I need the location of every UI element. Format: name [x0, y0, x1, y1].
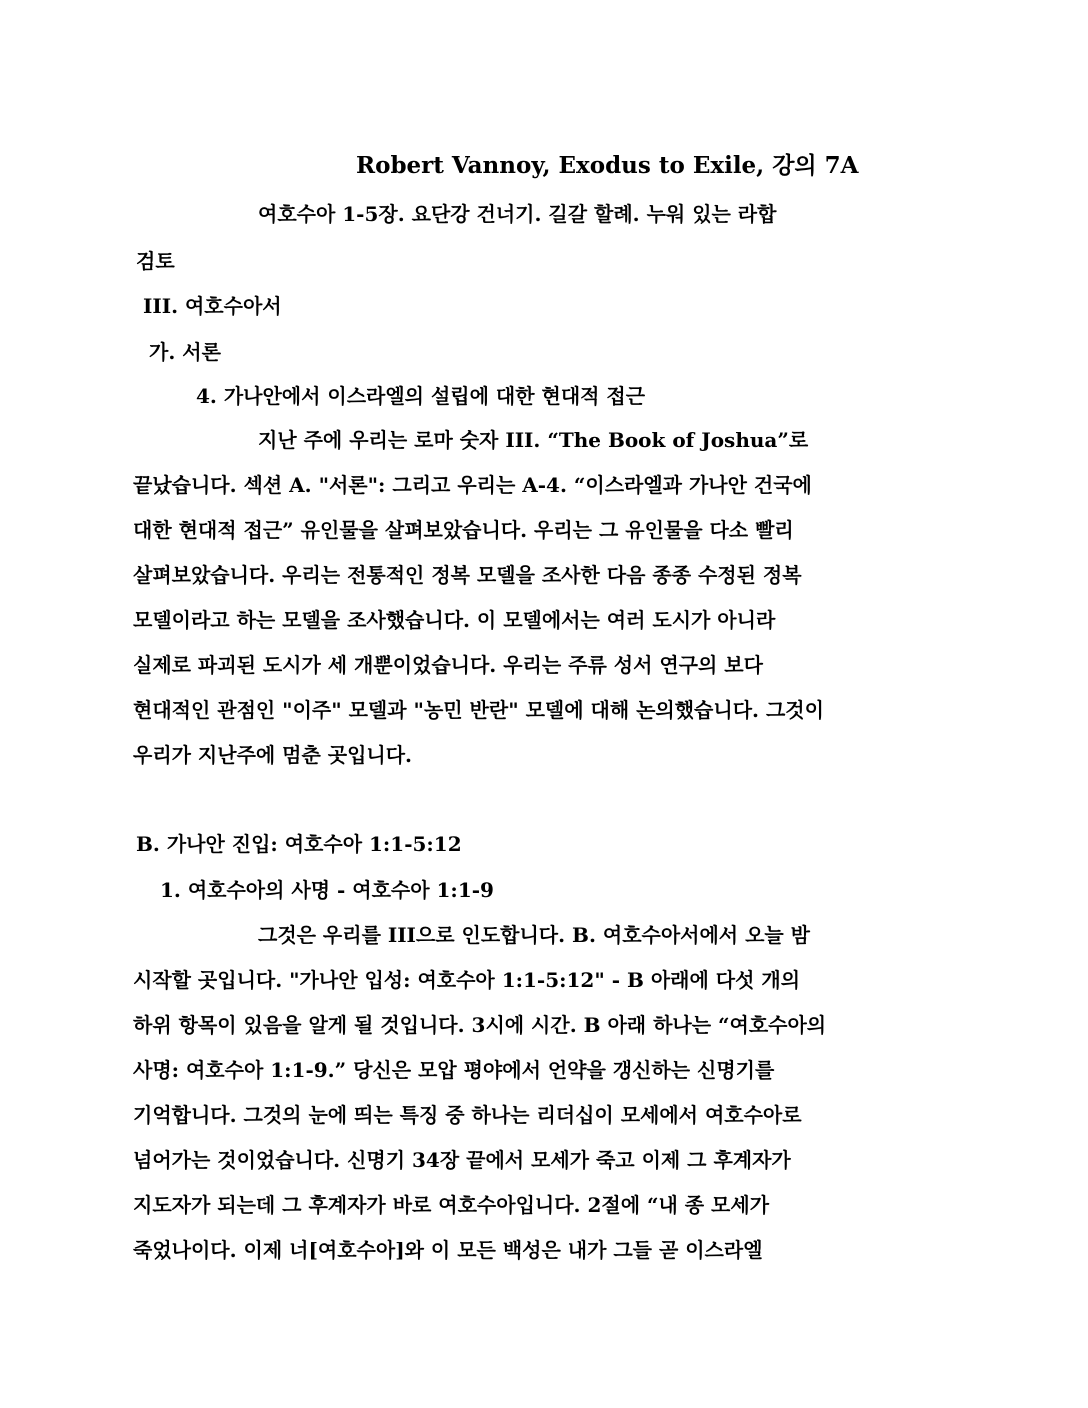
item-1-heading: 1. 여호수아의 사명 - 여호수아 1:1-9	[160, 878, 494, 902]
section-b-heading: B. 가나안 진입: 여호수아 1:1-5:12	[136, 832, 462, 856]
paragraph-line: 대한 현대적 접근” 유인물을 살펴보았습니다. 우리는 그 유인물을 다소 빨리	[133, 518, 794, 542]
paragraph-line: 실제로 파괴된 도시가 세 개뿐이었습니다. 우리는 주류 성서 연구의 보다	[133, 653, 763, 677]
subsection-a-heading: 가. 서론	[149, 340, 221, 364]
paragraph-line: 사명: 여호수아 1:1-9.” 당신은 모압 평야에서 언약을 갱신하는 신명기를	[133, 1058, 775, 1082]
paragraph-line: 살펴보았습니다. 우리는 전통적인 정복 모델을 조사한 다음 종종 수정된 정복	[133, 563, 802, 587]
paragraph-line: 하위 항목이 있음을 알게 될 것입니다. 3시에 시간. B 아래 하나는 “여호수아의	[133, 1013, 827, 1037]
paragraph-line: 끝났습니다. 섹션 A. "서론": 그리고 우리는 A-4. “이스라엘과 가나안 건국에	[133, 473, 812, 497]
paragraph-line: 넘어가는 것이었습니다. 신명기 34장 끝에서 모세가 죽고 이제 그 후계자가	[133, 1148, 791, 1172]
paragraph-line: 지난 주에 우리는 로마 숫자 III. “The Book of Joshua”로	[258, 428, 809, 452]
paragraph-line: 우리가 지난주에 멈춘 곳입니다.	[133, 743, 413, 767]
paragraph-line: 죽었나이다. 이제 너[여호수아]와 이 모든 백성은 내가 그들 곧 이스라엘	[133, 1238, 763, 1262]
paragraph-line: 기억합니다. 그것의 눈에 띄는 특징 중 하나는 리더십이 모세에서 여호수아로	[133, 1103, 802, 1127]
document-subtitle: 여호수아 1-5장. 요단강 건너기. 길갈 할례. 누워 있는 라합	[258, 202, 777, 226]
paragraph-line: 시작할 곳입니다. "가나안 입성: 여호수아 1:1-5:12" - B 아래에 다섯 개의	[133, 968, 801, 992]
section-iii-heading: III. 여호수아서	[143, 294, 282, 318]
paragraph-line: 현대적인 관점인 "이주" 모델과 "농민 반란" 모델에 대해 논의했습니다. 그것이	[133, 698, 824, 722]
document-title: Robert Vannoy, Exodus to Exile, 강의 7A	[356, 152, 859, 179]
item-4-heading: 4. 가나안에서 이스라엘의 설립에 대한 현대적 접근	[196, 384, 646, 408]
paragraph-line: 지도자가 되는데 그 후계자가 바로 여호수아입니다. 2절에 “내 종 모세가	[133, 1193, 770, 1217]
paragraph-line: 모델이라고 하는 모델을 조사했습니다. 이 모델에서는 여러 도시가 아니라	[133, 608, 776, 632]
review-heading: 검토	[136, 249, 175, 273]
paragraph-line: 그것은 우리를 III으로 인도합니다. B. 여호수아서에서 오늘 밤	[258, 923, 810, 947]
